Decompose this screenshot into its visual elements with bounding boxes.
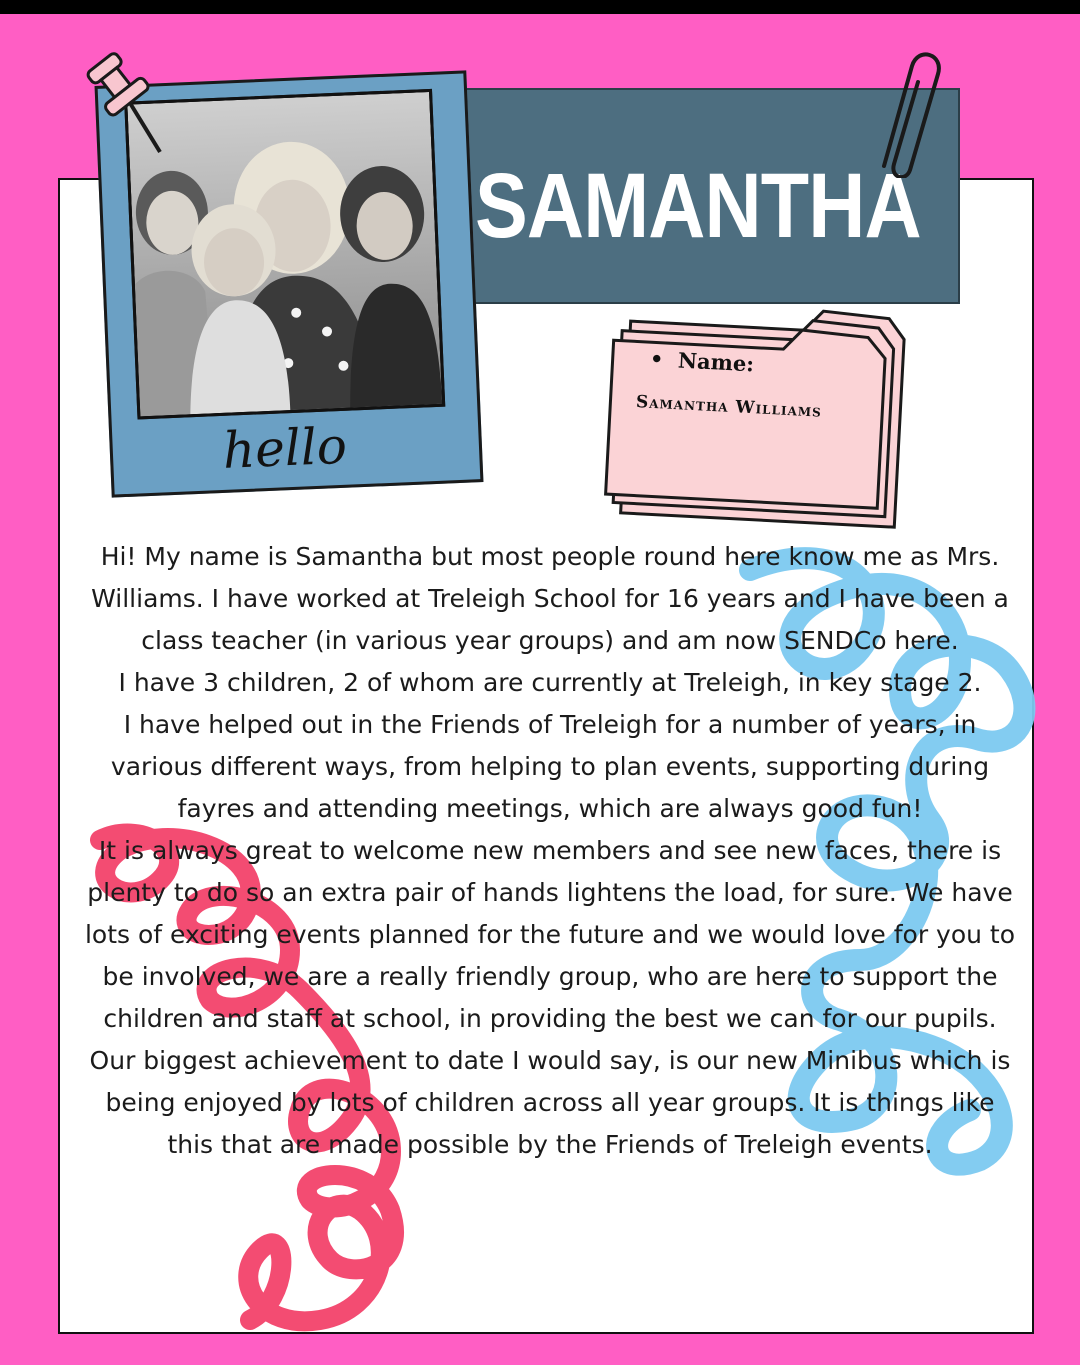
name-label-text: Name:: [677, 347, 755, 377]
bullet: •: [649, 346, 665, 372]
push-pin-icon: [80, 48, 180, 158]
bio-paragraph: I have 3 children, 2 of whom are currently at Treleigh, in key stage 2.: [118, 668, 982, 697]
name-value-text: Samantha Williams: [635, 392, 823, 422]
hello-caption: hello: [221, 416, 348, 480]
top-border: [0, 0, 1080, 14]
bio-paragraph: I have helped out in the Friends of Treleigh for a number of years, in various different ways, from helping to plan events, supporting during fayres and attending meetings, which are always good fun!: [110, 710, 990, 823]
bio-paragraph: It is always great to welcome new members and see new faces, there is plenty to do so an extra pair of hands lightens the load, for sure. We have lots of exciting events planned for the future and we would love for you to be involved, we are a really friendly group, who are here to support the children and staff at school, in providing the best we can for our pupils.: [84, 836, 1016, 1033]
bio-text: [80, 536, 1020, 1166]
page-title: SAMANTHA: [475, 155, 921, 257]
paper-clip-icon: [866, 48, 946, 178]
bio-paragraph: Hi! My name is Samantha but most people round here know me as Mrs. Williams. I have worked at Treleigh School for 16 years and I have been a class teacher (in various year groups) and am now SENDCo here.: [91, 542, 1009, 655]
bio-paragraph: Our biggest achievement to date I would say, is our new Minibus which is being enjoyed by lots of children across all year groups. It is things like this that are made possible by the Friends of Treleigh events.: [89, 1046, 1011, 1159]
name-label: [649, 346, 754, 376]
